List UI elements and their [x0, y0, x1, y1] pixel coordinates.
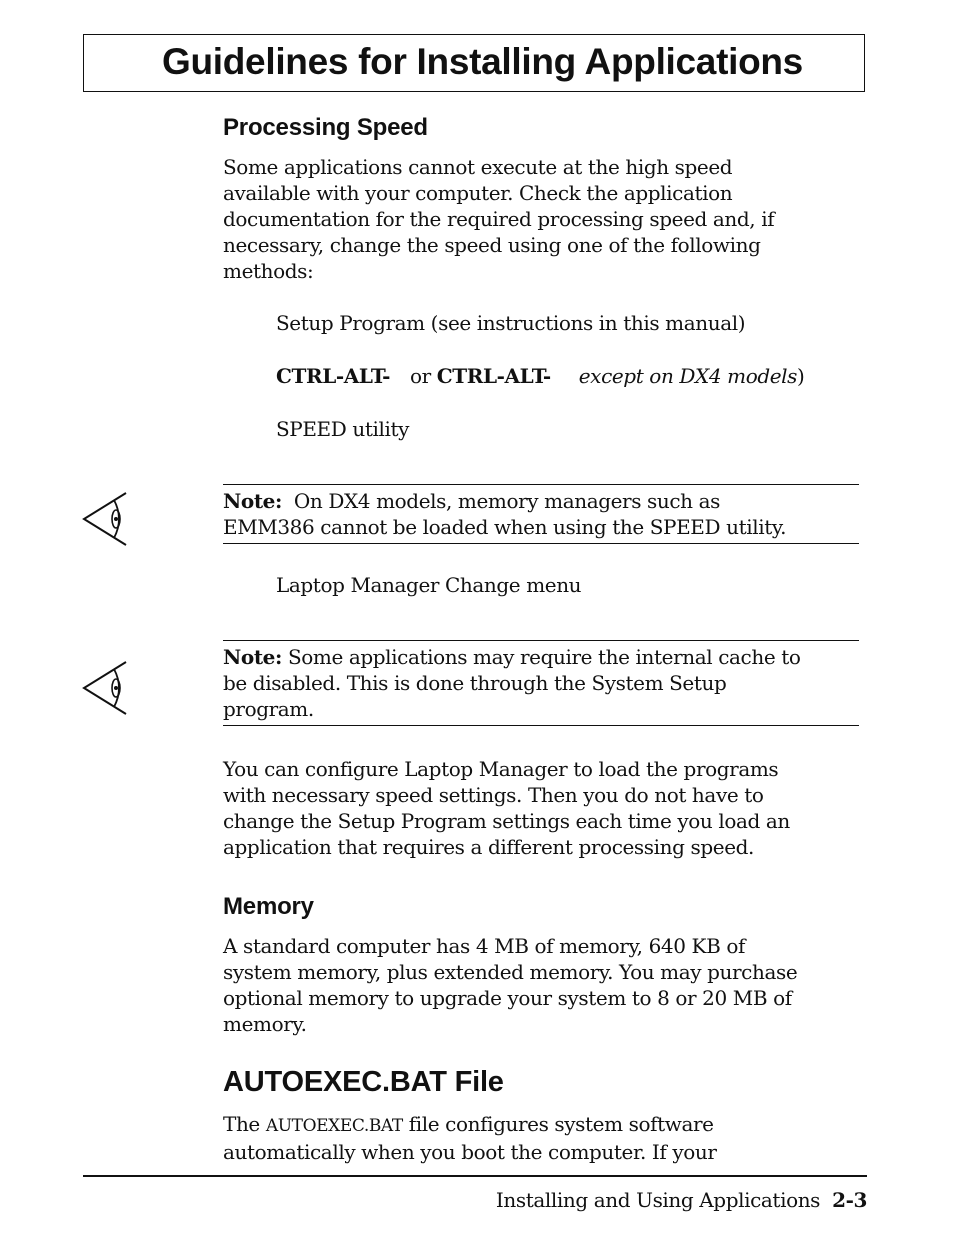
- memory-line: system memory, plus extended memory. You may purchase: [223, 960, 798, 984]
- note-label: Note:: [223, 645, 282, 669]
- note-text: program.: [223, 697, 314, 721]
- intro-line: available with your computer. Check the application: [223, 181, 733, 205]
- key-combo-1: CTRL-ALT-: [276, 364, 391, 388]
- page-footer: [496, 1188, 867, 1212]
- method-speed-utility: SPEED utility: [276, 417, 409, 441]
- key-or: or: [409, 364, 431, 388]
- note-label: Note:: [223, 489, 282, 513]
- autoexec-filename: AUTOEXEC.BAT: [265, 1116, 403, 1136]
- outro-line: with necessary speed settings. Then you do not have to: [223, 783, 764, 807]
- outro-line: application that requires a different processing speed.: [223, 835, 754, 859]
- memory-line: memory.: [223, 1012, 307, 1036]
- note-text: EMM386 cannot be loaded when using the SPEED utility.: [223, 515, 787, 539]
- key-close-paren: ): [797, 364, 805, 388]
- autoexec-paragraph: [223, 1111, 863, 1165]
- method-setup-program: Setup Program (see instructions in this manual): [276, 311, 746, 335]
- key-exception: except on DX4 models: [578, 364, 798, 388]
- autoexec-text: The: [223, 1112, 266, 1136]
- memory-line: A standard computer has 4 MB of memory, 640 KB of: [223, 934, 745, 958]
- footer-rule: [83, 1175, 867, 1177]
- page-number: 2-3: [832, 1188, 867, 1212]
- autoexec-text: file configures system software: [402, 1112, 714, 1136]
- processing-speed-intro: [223, 154, 863, 284]
- intro-line: necessary, change the speed using one of the following: [223, 233, 761, 257]
- heading-autoexec: AUTOEXEC.BAT File: [223, 1066, 504, 1098]
- note-rule-bottom: [223, 725, 859, 726]
- outro-line: You can configure Laptop Manager to load the programs: [223, 757, 779, 781]
- eye-note-icon: [80, 490, 130, 548]
- note-text: On DX4 models, memory managers such as: [293, 489, 721, 513]
- eye-note-icon: [80, 659, 130, 717]
- note-rule-top: [223, 484, 859, 485]
- note-text: be disabled. This is done through the System Setup: [223, 671, 727, 695]
- processing-speed-outro: [223, 756, 863, 860]
- method-laptop-manager: Laptop Manager Change menu: [276, 573, 582, 597]
- note-rule-top: [223, 640, 859, 641]
- page-title-box: [83, 34, 865, 92]
- note-internal-cache: [223, 644, 863, 722]
- intro-line: Some applications cannot execute at the high speed: [223, 155, 733, 179]
- heading-processing-speed: Processing Speed: [223, 114, 428, 141]
- memory-paragraph: [223, 933, 863, 1037]
- outro-line: change the Setup Program settings each time you load an: [223, 809, 790, 833]
- note-text: Some applications may require the internal cache to: [287, 645, 801, 669]
- heading-memory: Memory: [223, 893, 314, 920]
- autoexec-text: automatically when you boot the computer. If your: [223, 1140, 717, 1164]
- method-key-combination: [276, 364, 804, 388]
- note-rule-bottom: [223, 543, 859, 544]
- page-title: Guidelines for Installing Applications: [162, 41, 803, 82]
- note-dx4-memory: [223, 488, 863, 540]
- memory-line: optional memory to upgrade your system to 8 or 20 MB of: [223, 986, 792, 1010]
- footer-chapter: Installing and Using Applications: [495, 1188, 821, 1212]
- intro-line: documentation for the required processing speed and, if: [223, 207, 775, 231]
- intro-line: methods:: [223, 259, 314, 283]
- key-combo-2: CTRL-ALT-: [436, 364, 551, 388]
